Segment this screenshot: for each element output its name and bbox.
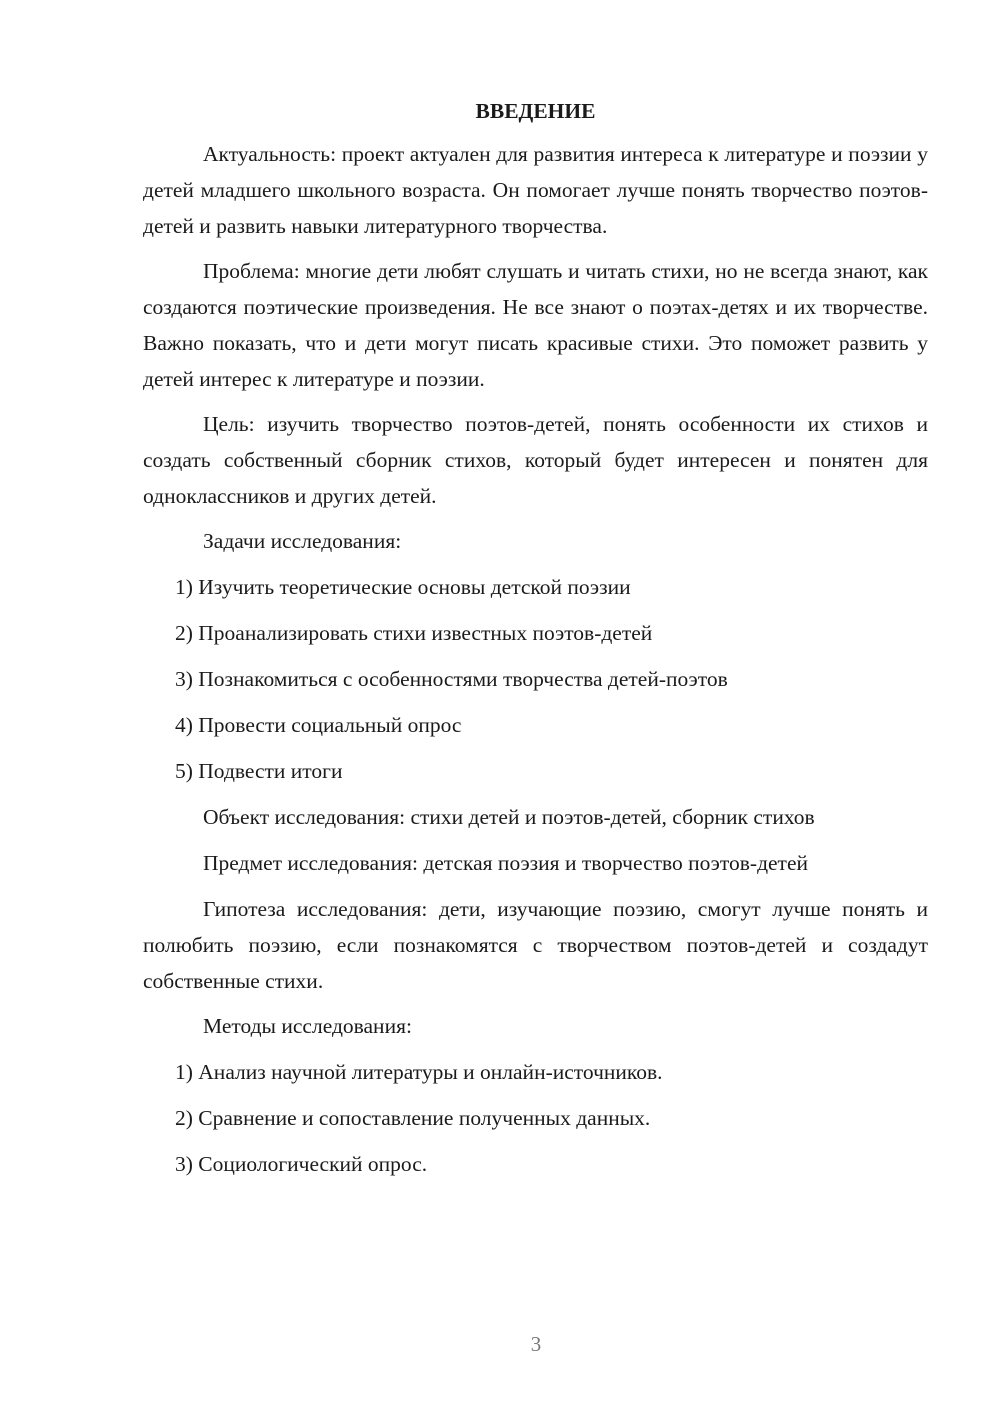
goal-paragraph: Цель: изучить творчество поэтов-детей, понять особенности их стихов и создать собственный сборник стихов, который будет интересен и понятен для одноклассников и других детей. xyxy=(143,412,928,508)
subject-paragraph: Предмет исследования: детская поэзия и творчество поэтов-детей xyxy=(203,851,808,875)
tasks-label: Задачи исследования: xyxy=(203,529,402,553)
object-paragraph: Объект исследования: стихи детей и поэтов-детей, сборник стихов xyxy=(203,805,815,829)
problem-paragraph: Проблема: многие дети любят слушать и читать стихи, но не всегда знают, как создаются поэтические произведения. Не все знают о поэтах-детях и их творчестве. Важно показать, что и дети могут писать красивые стихи. Это поможет развить у детей интерес к литературе и поэзии. xyxy=(143,259,928,391)
methods-label: Методы исследования: xyxy=(203,1014,412,1038)
section-heading: ВВЕДЕНИЕ xyxy=(475,99,596,123)
tasks-list xyxy=(143,569,928,789)
list-item: 5) Подвести итоги xyxy=(175,759,343,783)
list-item: 2) Сравнение и сопоставление полученных данных. xyxy=(175,1106,651,1130)
hypothesis-paragraph: Гипотеза исследования: дети, изучающие поэзию, смогут лучше понять и полюбить поэзию, если познакомятся с творчеством поэтов-детей и создадут собственные стихи. xyxy=(143,897,928,993)
relevance-paragraph: Актуальность: проект актуален для развития интереса к литературе и поэзии у детей младшего школьного возраста. Он помогает лучше понять творчество поэтов-детей и развить навыки литературного творчества. xyxy=(143,142,928,238)
list-item: 1) Анализ научной литературы и онлайн-источников. xyxy=(175,1060,663,1084)
list-item: 1) Изучить теоретические основы детской поэзии xyxy=(175,575,631,599)
list-item: 4) Провести социальный опрос xyxy=(175,713,462,737)
methods-list xyxy=(143,1054,928,1182)
list-item: 2) Проанализировать стихи известных поэтов-детей xyxy=(175,621,653,645)
document-page xyxy=(143,96,928,1192)
list-item: 3) Социологический опрос. xyxy=(175,1152,428,1176)
page-number: 3 xyxy=(530,1332,542,1356)
list-item: 3) Познакомиться с особенностями творчества детей-поэтов xyxy=(175,667,728,691)
